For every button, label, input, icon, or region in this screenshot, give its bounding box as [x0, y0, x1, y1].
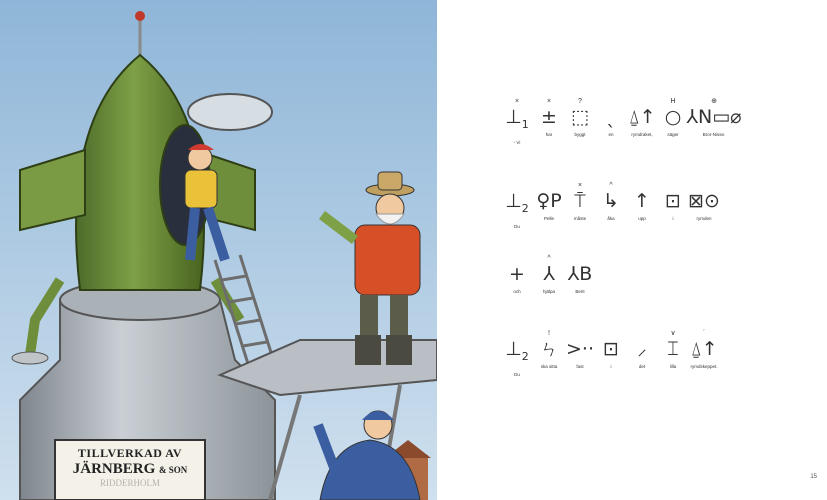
blissymbol-glyph: ⸝ — [637, 338, 647, 360]
symbol-indicator: × — [577, 182, 583, 189]
page-number: 15 — [810, 474, 817, 480]
symbol-word — [684, 330, 724, 370]
symbol-caption: i — [610, 364, 612, 369]
symbol-text-page — [437, 0, 827, 500]
blissymbol-glyph: + — [509, 263, 525, 285]
symbol-indicator: ´ — [702, 330, 706, 337]
symbol-caption: byggt — [574, 132, 586, 137]
blissymbol-glyph: ± — [541, 106, 557, 128]
symbol-word — [684, 182, 724, 222]
blissymbol-glyph: >·· — [566, 338, 594, 360]
blissymbol-glyph: ⍑ — [574, 190, 586, 212]
symbol-word — [560, 255, 600, 295]
blissymbol-glyph: ↑ — [634, 190, 650, 212]
symbol-indicator: ! — [548, 330, 550, 337]
symbol-caption: lilla — [669, 364, 677, 369]
symbol-caption: fast — [576, 364, 584, 369]
blissymbol-glyph: ⊥ — [505, 338, 522, 360]
blissymbol — [684, 190, 724, 212]
symbol-indicator: × — [546, 98, 552, 105]
blissymbol-glyph: ⊡ — [603, 338, 619, 360]
blissymbol-glyph: ⅄B — [567, 263, 593, 285]
symbol-indicator: ^ — [547, 255, 551, 262]
sign-line-2 — [60, 461, 200, 478]
symbol-caption: har — [545, 132, 553, 137]
blissymbol-glyph: ⍙↑ — [690, 338, 718, 360]
symbol-caption: upp — [638, 216, 646, 221]
symbol-indicator: × — [514, 98, 520, 105]
blissymbol-glyph: ⅄ — [543, 263, 555, 285]
symbol-caption: rymdskeppet. — [690, 364, 718, 369]
sign-line-1: TILLVERKAD AV — [77, 446, 183, 460]
symbol-caption: säger — [667, 132, 679, 137]
symbol-caption: rymdraket, — [631, 132, 653, 137]
sign-company-name: JÄRNBERG — [72, 461, 156, 477]
symbol-indicator: H — [670, 98, 676, 105]
symbol-word — [684, 98, 744, 138]
symbol-caption: måste — [573, 216, 587, 221]
symbol-caption: det — [638, 364, 646, 369]
blissymbol-subscript: 1 — [521, 117, 529, 131]
blissymbol-glyph: ⊡ — [665, 190, 681, 212]
symbol-indicator: ⊕ — [711, 98, 717, 105]
symbol-caption: Du — [514, 223, 520, 229]
blissymbol-glyph: ㄣ — [539, 338, 559, 360]
symbol-caption: åka — [607, 216, 615, 221]
sign-line-4: RIDDERHOLM — [100, 478, 160, 488]
blissymbol-glyph: ⅄N▭⌀ — [686, 106, 742, 128]
symbol-caption: Berit — [575, 289, 585, 294]
blissymbol — [684, 106, 744, 128]
symbol-caption: i — [672, 216, 674, 221]
blissymbol-glyph: ○ — [664, 106, 682, 128]
blissymbol — [684, 338, 724, 360]
blissymbol — [560, 263, 600, 285]
symbol-caption: Bror-Nisse. — [702, 132, 726, 137]
sign-company-suffix: & SON — [159, 465, 188, 475]
symbol-caption: Du — [514, 371, 520, 377]
tank-sign-text — [60, 446, 200, 488]
blissymbol-glyph: ⍙↑ — [628, 106, 656, 128]
symbol-caption: hjälpa — [542, 289, 555, 294]
rocket-hatch — [188, 94, 272, 130]
blissymbol-glyph: ⊠⊙ — [688, 190, 720, 212]
symbol-caption: - Vi — [513, 139, 521, 145]
blissymbol-glyph: ⊥ — [505, 106, 522, 128]
blissymbol-glyph: ↳ — [603, 190, 619, 212]
blissymbol-glyph: ♀P — [536, 190, 562, 212]
symbol-indicator: ∨ — [670, 330, 676, 337]
symbol-caption: en — [608, 132, 614, 137]
symbol-indicator: ^ — [609, 182, 613, 189]
blissymbol-glyph: ⌶ — [667, 338, 679, 360]
blissymbol-glyph: ⬚ — [571, 106, 589, 128]
symbol-caption: och — [513, 289, 521, 294]
blissymbol-subscript: 2 — [521, 349, 529, 363]
symbol-caption: ska sitta — [540, 364, 558, 369]
symbol-caption: rymden — [696, 216, 712, 221]
symbol-indicator — [684, 182, 724, 190]
blissymbol-subscript: 2 — [521, 201, 529, 215]
symbol-caption: Pelle — [543, 216, 554, 221]
symbol-indicator: ? — [578, 98, 582, 105]
blissymbol-glyph: ˎ — [606, 106, 616, 128]
symbol-indicator — [560, 255, 600, 263]
blissymbol-glyph: ⊥ — [505, 190, 522, 212]
